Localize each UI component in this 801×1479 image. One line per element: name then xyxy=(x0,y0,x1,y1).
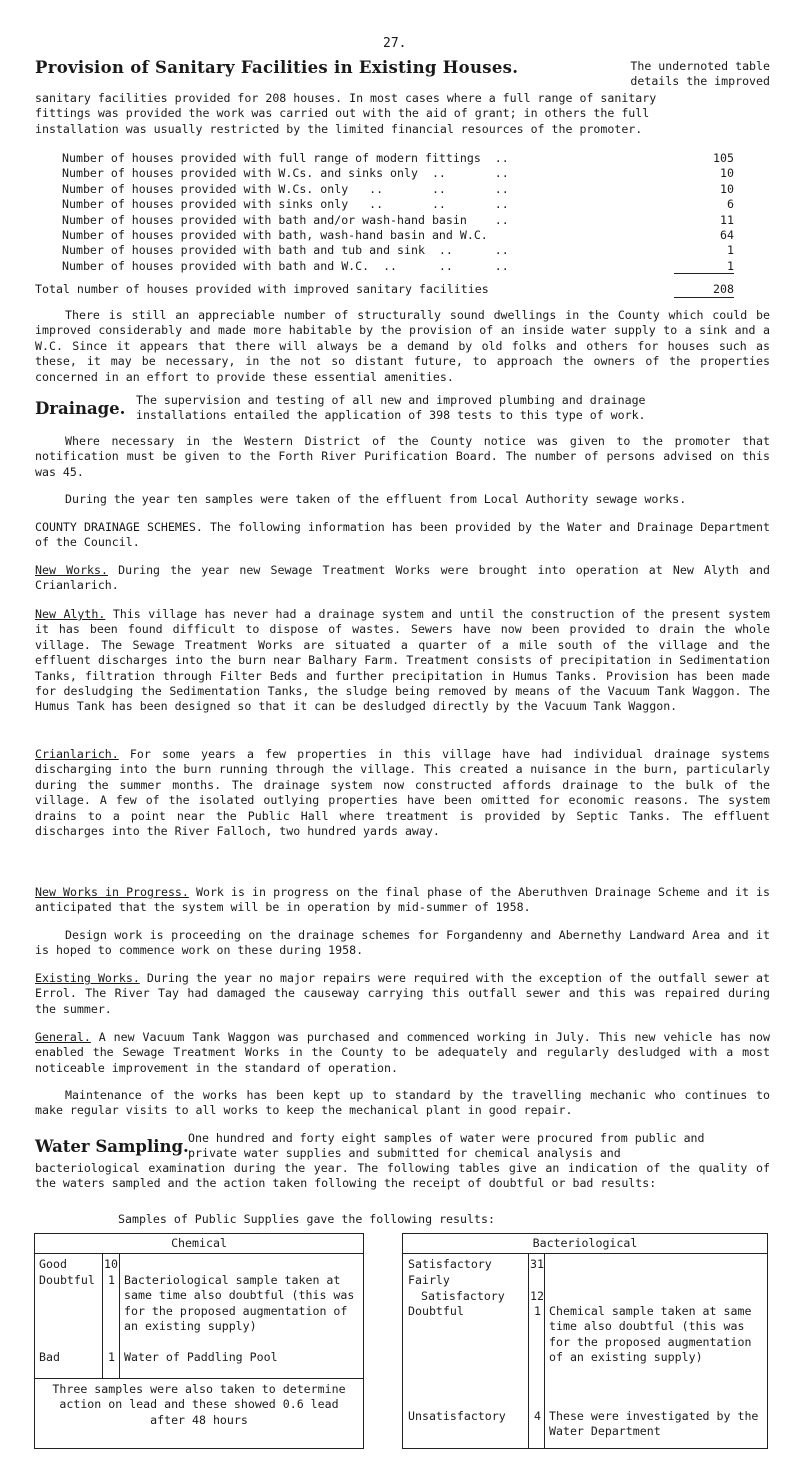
chemical-header: Chemical xyxy=(35,1234,363,1254)
table-row: Number of houses provided with bath and tub and sink .. .. 1 xyxy=(62,243,734,258)
table-row: Number of houses provided with bath and W.C. .. .. .. 1 xyxy=(62,258,734,273)
chemical-row-count: 1 xyxy=(108,1273,115,1287)
provision-paragraph: There is still an appreciable number of structurally sound dwellings in the County which could be improved considerably and made more habitable by the provision of an inside water supply to a sink and a W.C. Since it appears that there will always be a demand by old folks and others for houses such as these, it may be necessary, in the not so distant future, to approach the owners of the properties concerned in an effort to provide these essential amenities. xyxy=(35,308,770,384)
bact-row-count: 4 xyxy=(534,1409,541,1423)
new-alyth-paragraph: New Alyth. This village has never had a drainage system and until the construction of the present system it has been found difficult to dispose of wastes. Sewers have now been provided to drain the whole village. The Sewage Treatment Works are situated a quarter of a mile south of the village and the effluent discharges into the burn near Balhary Farm. Treatment consists of precipitation in Sedimentation Tanks, filtration through Filter Beds and further precipitation in Humus Tanks. Provision has been made for desludging the Sedimentation Tanks, the sludge being removed by means of the Vacuum Tank Waggon. The Humus Tank has been designed so that it can be desludged directly by the Vacuum Tank Waggon. xyxy=(35,607,770,714)
provision-heading: Provision of Sanitary Facilities in Existing Houses. xyxy=(35,58,519,77)
chemical-row-count: 10 xyxy=(104,1257,118,1271)
intro-line: sanitary facilities provided for 208 houses. In most cases where a full range of sanitary xyxy=(35,91,657,105)
bact-row-label: Doubtful xyxy=(408,1304,464,1318)
table-row: Number of houses provided with W.Cs. only .. .. .. 10 xyxy=(62,181,734,196)
provision-intro xyxy=(35,91,775,137)
table-row: Number of houses provided with bath and/or wash-hand basin .. 11 xyxy=(62,212,734,227)
bact-row-count: 31 xyxy=(530,1257,544,1271)
samples-caption: Samples of Public Supplies gave the following results: xyxy=(118,1212,495,1226)
side-text-line-1: The undernoted table xyxy=(630,59,770,73)
facilities-table xyxy=(35,151,762,298)
intro-line: fittings was provided the work was carried out with the aid of grant; in others the full xyxy=(35,106,650,121)
drainage-notice-paragraph: Where necessary in the Western District of the County notice was given to the promoter that notification must be given to the Forth River Purification Board. The number of persons advised on this was 45. xyxy=(35,434,770,479)
drainage-samples-paragraph: During the year ten samples were taken of the effluent from Local Authority sewage works. xyxy=(65,492,687,506)
design-work-paragraph: Design work is proceeding on the drainage schemes for Forgandenny and Abernethy Landward Area and it is hoped to commence work on these during 1958. xyxy=(35,928,770,958)
crianlarich-paragraph: Crianlarich. For some years a few properties in this village have had individual drainage systems discharging into the burn running through the village. This created a nuisance in the burn, particularly during the summer months. The drainage system now constructed affords drainage to the bulk of the village. A few of the isolated outlying properties have been omitted for economic reasons. The system drains to a point near the Public Hall where treatment is provided by Septic Tanks. The effluent discharges into the River Falloch, two hundred yards away. xyxy=(35,747,770,839)
page-number: 27. xyxy=(383,36,407,51)
water-sampling-heading: Water Sampling. xyxy=(35,1137,189,1156)
chemical-table xyxy=(34,1233,364,1449)
bacteriological-table xyxy=(402,1233,768,1449)
water-sampling-intro: One hundred and forty eight samples of water were procured from public and private water supplies and submitted for chemical analysis and xyxy=(188,1131,705,1161)
bact-doubtful-note: Chemical sample taken at same time also doubtful (this was for the proposed augmentation of an existing supply) xyxy=(549,1304,752,1365)
table-row: Number of houses provided with full range of modern fittings .. 105 xyxy=(62,151,734,165)
bact-row-count: 1 xyxy=(534,1304,541,1318)
bact-row-count: 12 xyxy=(530,1289,544,1303)
water-sampling-paragraph: bacteriological examination during the year. The following tables give an indication of the quality of the waters sampled and the action taken following the receipt of doubtful or bad results: xyxy=(35,1161,770,1191)
chemical-footer: Three samples were also taken to determine action on lead and these showed 0.6 lead after 48 hours xyxy=(52,1382,346,1427)
general-paragraph: General. A new Vacuum Tank Waggon was purchased and commenced working in July. This new vehicle has now enabled the Sewage Treatment Works in the County to be adequately and regularly desludged with a most noticeable improvement in the standard of operation. xyxy=(35,1030,770,1075)
bact-row-label: Satisfactory xyxy=(421,1289,505,1303)
existing-works-paragraph: Existing Works. During the year no major repairs were required with the exception of the outfall sewer at Errol. The River Tay had damaged the causeway carrying this outfall sewer and this was repaired during the summer. xyxy=(35,971,771,1016)
bact-row-label: Satisfactory xyxy=(408,1257,492,1271)
works-in-progress-paragraph: New Works in Progress. Work is in progress on the final phase of the Aberuthven Drainage Scheme and it is anticipated that the system will be in operation by mid-summer of 1958. xyxy=(35,885,771,915)
maintenance-paragraph: Maintenance of the works has been kept up to standard by the travelling mechanic who continues to make regular visits to all works to keep the mechanical plant in good repair. xyxy=(35,1088,770,1118)
table-row: Number of houses provided with bath, wash-hand basin and W.C. 64 xyxy=(62,227,734,242)
chemical-doubtful-note: Bacteriological sample taken at same time also doubtful (this was for the proposed augmentation of an existing supply) xyxy=(124,1273,355,1334)
provision-side-text xyxy=(618,59,770,90)
chemical-row-label: Good xyxy=(39,1257,67,1271)
table-row: Number of houses provided with sinks only .. .. .. 6 xyxy=(62,197,734,212)
bact-row-label: Unsatisfactory xyxy=(408,1409,506,1423)
new-works-paragraph: New Works. During the year new Sewage Treatment Works were brought into operation at New Alyth and Crianlarich. xyxy=(35,563,770,593)
drainage-intro: The supervision and testing of all new and improved plumbing and drainage installations entailed the application of 398 tests to this type of work. xyxy=(136,393,646,423)
bact-row-label: Fairly xyxy=(408,1273,450,1287)
bact-unsatisfactory-note: These were investigated by the Water Department xyxy=(549,1409,759,1439)
chemical-row-label: Bad xyxy=(39,1350,60,1364)
drainage-heading: Drainage. xyxy=(35,399,126,418)
bacteriological-header: Bacteriological xyxy=(403,1234,767,1254)
table-row: Number of houses provided with W.Cs. and sinks only .. .. 10 xyxy=(62,166,734,181)
chemical-row-label: Doubtful xyxy=(39,1273,95,1287)
county-schemes-paragraph: COUNTY DRAINAGE SCHEMES. The following information has been provided by the Water and Drainage Department of the Council. xyxy=(35,520,770,550)
chemical-row-count: 1 xyxy=(108,1350,115,1364)
chemical-bad-note: Water of Paddling Pool xyxy=(124,1350,278,1364)
side-text-line-2: details the improved xyxy=(630,74,770,89)
table-total-row: Total number of houses provided with improved sanitary facilities 208 xyxy=(35,282,734,297)
intro-line: installation was usually restricted by the limited financial resources of the promoter. xyxy=(35,121,643,136)
